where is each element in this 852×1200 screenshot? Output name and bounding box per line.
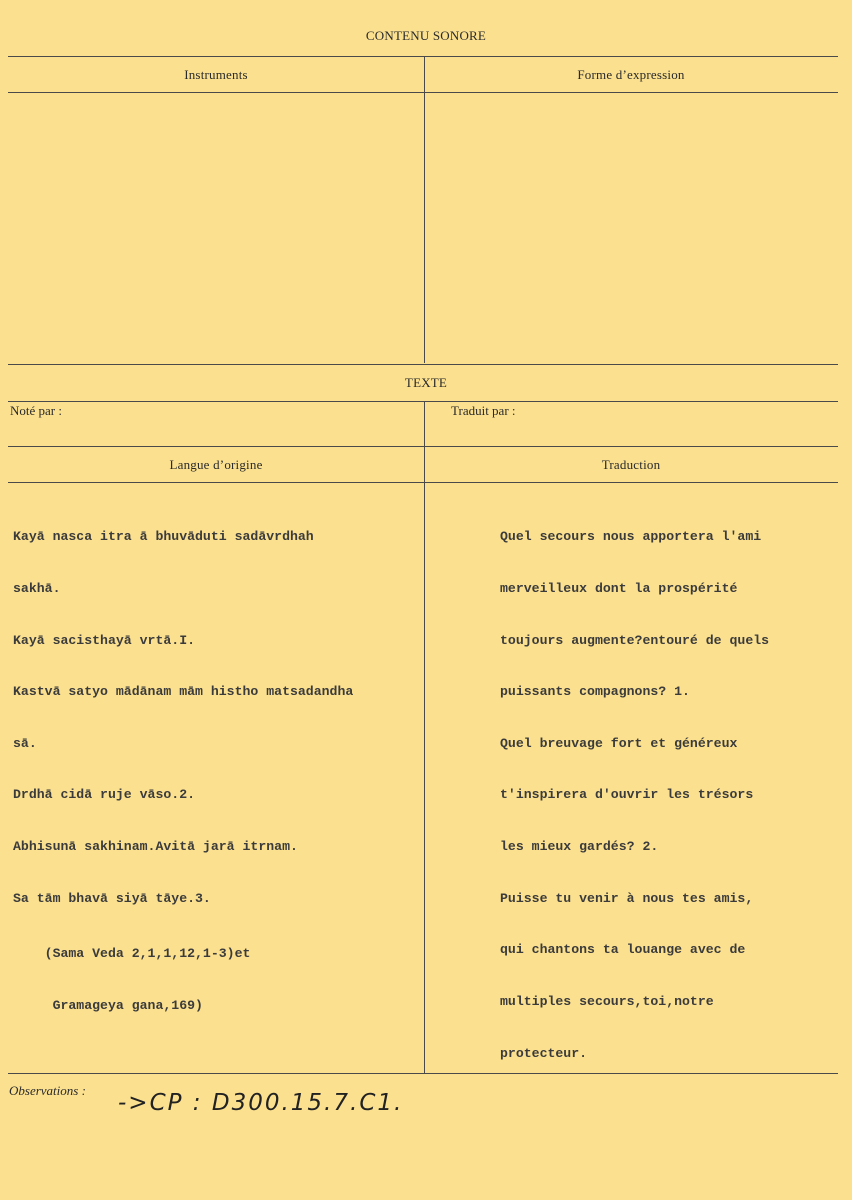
translation-line: protecteur. xyxy=(500,1045,588,1061)
divider-sound-top xyxy=(8,56,838,57)
divider-credits xyxy=(8,446,838,447)
translation-line: merveilleux dont la prospérité xyxy=(500,581,738,597)
translation-line: puissants compagnons? 1. xyxy=(500,684,690,700)
divider-text-column xyxy=(424,402,425,1073)
translation-line: Quel breuvage fort et généreux xyxy=(500,735,738,751)
original-line: Kayā sacisthayā vrtā.I. xyxy=(13,632,196,648)
translated-by-label: Traduit par : xyxy=(451,403,516,418)
original-line: Drdhā cidā ruje vāso.2. xyxy=(13,787,196,803)
original-text-block xyxy=(13,494,353,1049)
citation-line: (Sama Veda 2,1,1,12,1-3)et xyxy=(13,946,251,962)
noted-by-label: Noté par : xyxy=(10,403,62,418)
original-line: Abhisunā sakhinam.Avitā jarā itrnam. xyxy=(13,839,298,855)
section-title-sound: CONTENU SONORE xyxy=(365,28,487,43)
translation-line: qui chantons ta louange avec de xyxy=(500,942,746,958)
translation-line: t'inspirera d'ouvrir les trésors xyxy=(500,787,754,803)
divider-text-header xyxy=(8,482,838,483)
original-line: Kayā nasca itra ā bhuvāduti sadāvrdhah xyxy=(13,529,314,545)
translation-line: les mieux gardés? 2. xyxy=(500,839,659,855)
original-line: Sa tām bhavā siyā tāye.3. xyxy=(13,890,211,906)
translation-line: Quel secours nous apportera l'ami xyxy=(500,529,762,545)
divider-observations xyxy=(8,1073,838,1074)
translation-header: Traduction xyxy=(601,457,661,472)
original-line: sā. xyxy=(13,735,37,751)
instruments-header: Instruments xyxy=(184,67,248,82)
divider-text-top xyxy=(8,401,838,402)
original-line: sakhā. xyxy=(13,581,61,597)
translation-line: Puisse tu venir à nous tes amis, xyxy=(500,890,754,906)
forme-expression-header: Forme d’expression xyxy=(577,67,685,82)
divider-sound-header xyxy=(8,92,838,93)
section-title-text: TEXTE xyxy=(404,375,448,390)
translation-line: toujours augmente?entouré de quels xyxy=(500,632,770,648)
original-line: Kastvā satyo mādānam mām histho matsadandha xyxy=(13,684,354,700)
divider-sound-bottom xyxy=(8,364,838,365)
translation-line: multiples secours,toi,notre xyxy=(500,993,714,1009)
observations-label: Observations : xyxy=(9,1083,86,1098)
divider-sound-column xyxy=(424,57,425,363)
citation-line: Gramageya gana,169) xyxy=(13,997,203,1013)
observations-handwritten-note: ->CP : D300.15.7.C1. xyxy=(118,1090,404,1116)
translation-text-block xyxy=(500,494,769,1096)
original-language-header: Langue d’origine xyxy=(169,457,263,472)
